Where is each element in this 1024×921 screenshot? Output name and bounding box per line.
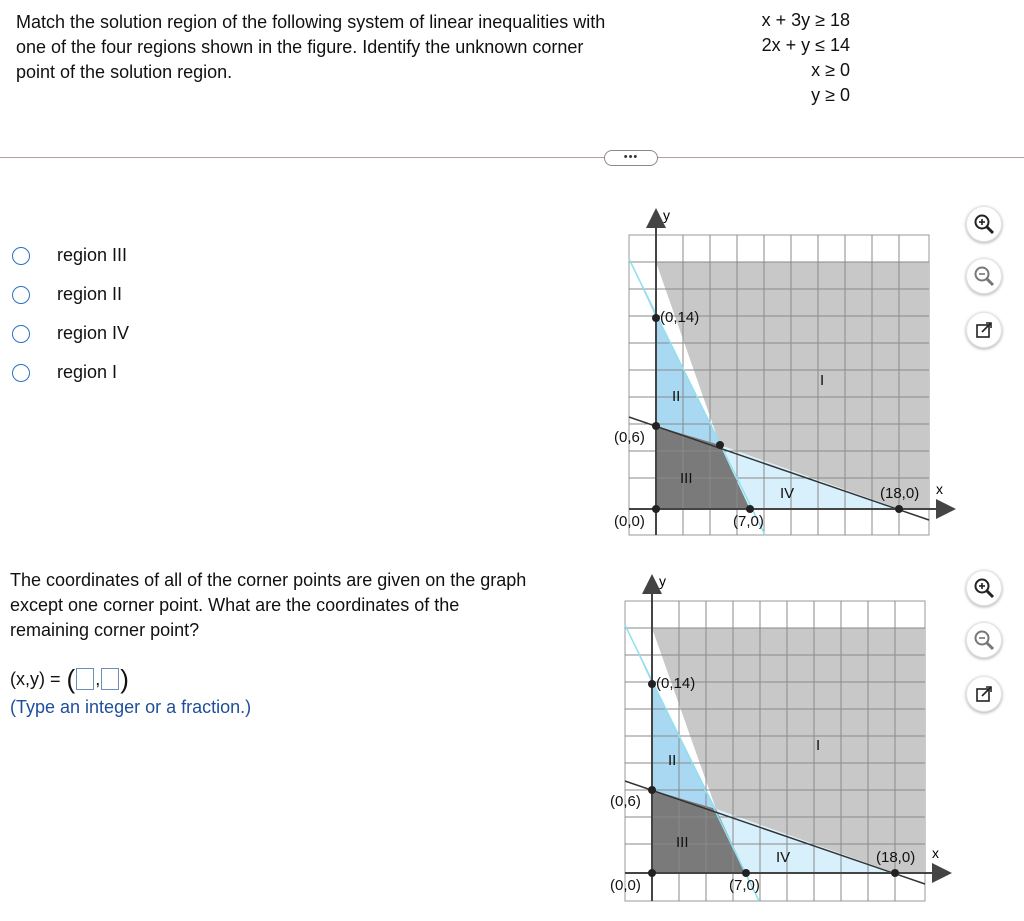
label-18-0: (18,0)	[876, 849, 916, 866]
pop-out-icon	[974, 320, 994, 340]
graph-bottom	[596, 566, 956, 911]
inequality-1: x + 3y ≥ 18	[761, 10, 850, 30]
label-region-IV: IV	[776, 849, 791, 866]
zoom-out-icon	[973, 629, 995, 651]
option-label: region IV	[57, 323, 130, 343]
graph-top	[600, 200, 960, 545]
inequality-4: y ≥ 0	[811, 85, 850, 105]
answer-row	[10, 664, 129, 694]
label-region-II: II	[668, 752, 677, 769]
pop-out-button[interactable]	[966, 312, 1002, 348]
zoom-in-icon	[973, 213, 995, 235]
inequality-2: 2x + y ≤ 14	[761, 35, 850, 55]
question-line-1: Match the solution region of the following system of linear inequalities with	[16, 12, 606, 32]
x-axis-label: x	[932, 845, 939, 861]
label-region-II: II	[672, 388, 681, 405]
y-axis-label: y	[659, 573, 666, 589]
pop-out-button[interactable]	[966, 676, 1002, 712]
point-0-0	[652, 505, 660, 513]
question-line-3: point of the solution region.	[16, 62, 233, 82]
zoom-in-button[interactable]	[966, 570, 1002, 606]
label-0-14: (0,14)	[656, 675, 696, 692]
radio-button[interactable]	[12, 364, 30, 382]
label-0-0: (0,0)	[614, 513, 645, 530]
label-0-6: (0,6)	[610, 793, 641, 810]
prompt-text	[10, 568, 610, 643]
label-region-III: III	[676, 834, 689, 851]
section-divider	[0, 157, 1024, 158]
point-0-14	[648, 680, 656, 688]
prompt-line-2: except one corner point. What are the coordinates of the	[10, 595, 460, 615]
point-unknown	[716, 441, 724, 449]
point-0-14	[652, 314, 660, 322]
point-18-0	[891, 869, 899, 877]
radio-button[interactable]	[12, 247, 30, 265]
label-region-IV: IV	[780, 485, 795, 502]
point-0-6	[648, 786, 656, 794]
inequality-system	[740, 8, 850, 108]
inequality-3: x ≥ 0	[811, 60, 850, 80]
option-region-III[interactable]	[12, 236, 129, 275]
label-7-0: (7,0)	[729, 877, 760, 894]
point-18-0	[895, 505, 903, 513]
y-axis-label: y	[663, 207, 670, 223]
prompt-line-1: The coordinates of all of the corner points are given on the graph	[10, 570, 527, 590]
radio-button[interactable]	[12, 286, 30, 304]
radio-button[interactable]	[12, 325, 30, 343]
x-axis-label: x	[936, 481, 943, 497]
zoom-out-icon	[973, 265, 995, 287]
label-0-6: (0,6)	[614, 429, 645, 446]
answer-options	[12, 236, 129, 392]
point-0-0	[648, 869, 656, 877]
question-line-2: one of the four regions shown in the figure. Identify the unknown corner	[16, 37, 584, 57]
hint-text: (Type an integer or a fraction.)	[10, 697, 252, 717]
label-region-I: I	[816, 737, 821, 754]
pop-out-icon	[974, 684, 994, 704]
zoom-out-button[interactable]	[966, 622, 1002, 658]
close-paren: )	[120, 664, 129, 694]
label-0-0: (0,0)	[610, 877, 641, 894]
comma: ,	[95, 668, 101, 689]
open-paren: (	[66, 664, 76, 694]
label-0-14: (0,14)	[660, 309, 700, 326]
x-coordinate-input[interactable]	[76, 668, 94, 690]
option-region-II[interactable]	[12, 275, 129, 314]
option-region-IV[interactable]	[12, 314, 129, 353]
y-coordinate-input[interactable]	[101, 668, 119, 690]
zoom-in-icon	[973, 577, 995, 599]
point-7-0	[742, 869, 750, 877]
point-0-6	[652, 422, 660, 430]
zoom-out-button[interactable]	[966, 258, 1002, 294]
question-text	[16, 10, 706, 85]
prompt-line-3: remaining corner point?	[10, 620, 200, 640]
zoom-in-button[interactable]	[966, 206, 1002, 242]
option-label: region III	[57, 245, 128, 265]
option-label: region II	[57, 284, 123, 304]
option-region-I[interactable]	[12, 353, 129, 392]
label-18-0: (18,0)	[880, 485, 920, 502]
label-7-0: (7,0)	[733, 513, 764, 530]
more-button[interactable]: •••	[604, 150, 658, 166]
answer-prefix: (x,y) =	[10, 668, 61, 689]
point-7-0	[746, 505, 754, 513]
label-region-III: III	[680, 470, 693, 487]
option-label: region I	[57, 362, 118, 382]
label-region-I: I	[820, 372, 825, 389]
